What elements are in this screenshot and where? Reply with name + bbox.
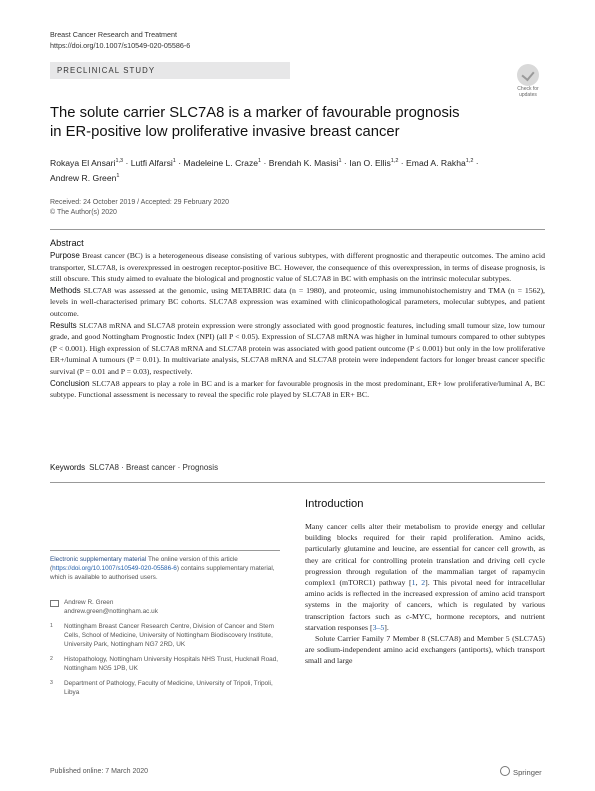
article-title: The solute carrier SLC7A8 is a marker of favourable prognosis in ER-positive low proliferative invasive breast cancer bbox=[50, 105, 460, 140]
supplementary-note: Electronic supplementary material The online version of this article (https://doi.org/10.1007/s10549-020-05586-6) contains supplementary material, which is available to authorised users. bbox=[50, 556, 275, 581]
banner-label: PRECLINICAL STUDY bbox=[57, 66, 156, 75]
divider bbox=[50, 229, 545, 230]
author[interactable]: Brendah K. Masisi$^1$ bbox=[268, 157, 342, 168]
keywords-label: Keywords bbox=[50, 463, 86, 472]
citation-link[interactable]: 3–5 bbox=[372, 622, 385, 632]
affiliation: 1 Nottingham Breast Cancer Research Centre, Division of Cancer and Stem Cells, School of Medicine, University of Nottingham Biodiscovery Institute, University Park, Nottingham NG7 2RD, UK bbox=[50, 623, 274, 648]
author-notes bbox=[50, 598, 280, 703]
copyright: © The Author(s) 2020 bbox=[50, 209, 117, 216]
divider bbox=[50, 482, 545, 483]
publisher-logo: Springer bbox=[500, 766, 542, 777]
keywords-text: SLC7A8 · Breast cancer · Prognosis bbox=[89, 463, 219, 472]
author[interactable]: Rokaya El Ansari$^{1,3}$ bbox=[50, 157, 124, 168]
envelope-icon bbox=[50, 600, 59, 607]
affiliation: 2 Histopathology, Nottingham University Hospitals NHS Trust, Hucknall Road, Nottingham NG5 1PB, UK bbox=[50, 656, 279, 672]
check-updates-icon bbox=[517, 64, 539, 86]
author[interactable]: Madeleine L. Craze$^1$ bbox=[183, 157, 262, 168]
abstract-conclusion: Conclusion SLC7A8 appears to play a role in BC and is a marker for favourable prognosis in the most predominant, ER+ low proliferative/luminal A, BC subtype. Functional assessment is necessary to reveal the specific role played by SLC7A8 in ER+ BC. bbox=[50, 378, 545, 400]
abstract-purpose: Purpose Breast cancer (BC) is a heterogeneous disease consisting of various subtypes, with different prognostic and therapeutic outcomes. The amino acid transporter, SLC7A8, is overexpressed in oestrogen receptor-positive BC. However, the consequence of this overexpression, in terms of disease prognosis, is still obscure. This study aimed to evaluate the biological and prognostic value of SLC7A8 in BC with emphasis on the intrinsic molecular subtypes. bbox=[50, 251, 545, 284]
footnote-divider bbox=[50, 550, 280, 551]
running-header bbox=[50, 30, 190, 51]
abstract-heading: Abstract bbox=[50, 238, 84, 248]
corresponding-author: Andrew R. Green andrew.green@nottingham.ac.uk bbox=[50, 598, 280, 616]
abstract-methods: Methods SLC7A8 was assessed at the genomic, using METABRIC data (n = 1980), and proteomic, using immunohistochemistry and TMA (n = 1562), levels in well-characterised primary BC cohorts. SLC7A8 expression was examined with clinicopathological parameters, molecular subtypes, and patient outcome. bbox=[50, 285, 546, 318]
author[interactable]: Andrew R. Green$^1$ bbox=[50, 173, 120, 184]
citation-link[interactable]: 1 bbox=[411, 578, 416, 588]
springer-horse-icon bbox=[500, 766, 510, 776]
citation-link[interactable]: 2 bbox=[421, 578, 426, 588]
check-for-updates-badge[interactable] bbox=[512, 64, 544, 100]
esm-heading: Electronic supplementary material bbox=[50, 556, 147, 563]
received-accepted: Received: 24 October 2019 / Accepted: 29 February 2020 bbox=[50, 199, 230, 206]
intro-paragraph: Solute Carrier Family 7 Member 8 (SLC7A8) and Member 5 (SLC7A5) are sodium-independent amino acid exchangers (antiports), which transport small and large bbox=[305, 634, 545, 666]
keywords bbox=[50, 463, 218, 472]
intro-paragraph: Many cancer cells alter their metabolism to provide energy and cellular building blocks required for their rapid proliferation. Amino acids, particularly glutamine and leucine, are essential for cancer cell growth, as they are critical for controlling protein translation and driving cell cycle progression through regulation of the mammalian target of rapamycin complex1 (mTORC1) pathway [1, 2]. This pivotal need for intracellular amino acids is reflected in the increased expression of amino acid transport systems in the majority of cancers, which is regulated by various transcription factors such as c-MYC, hormone receptors, and nutrient starvation responses [3–5]. bbox=[305, 522, 545, 632]
author[interactable]: Lutfi Alfarsi$^1$ bbox=[130, 157, 176, 168]
journal-name: Breast Cancer Research and Treatment bbox=[50, 30, 178, 39]
doi-link[interactable]: https://doi.org/10.1007/s10549-020-05586-6 bbox=[50, 40, 191, 50]
author[interactable]: Emad A. Rakha$^{1,2}$ bbox=[406, 157, 474, 168]
article-dates bbox=[50, 198, 229, 218]
author-list: Rokaya El Ansari$^{1,3}$ · Lutfi Alfarsi$^1$ · Madeleine L. Craze$^1$ · Brendah K. Masisi$^1$ · Ian O. Ellis$^{1,2}$ · Emad A. Rakha$^{1,2}$ · Andrew R. Green$^1$ bbox=[50, 157, 479, 184]
abstract-body bbox=[50, 250, 545, 401]
published-date: Published online: 7 March 2020 bbox=[50, 768, 149, 775]
abstract-results: Results SLC7A8 mRNA and SLC7A8 protein expression were strongly associated with good prognostic features, including small tumour size, low tumour grade, and good Nottingham Prognostic Index (NPI) (all P < 0.05). Expression of SLC7A8 mRNA was higher in luminal tumours compared to other subtypes (P < 0.001). High expression of SLC7A8 mRNA and SLC7A8 protein was associated with good patient outcome (P ≤ 0.001) but only in the low proliferative ER+/luminal A tumours (P = 0.01). In multivariate analysis, SLC7A8 mRNA and SLC7A8 protein were independent factors for longer breast cancer specific survival (P = 0.01 and P = 0.03), respectively. bbox=[50, 320, 545, 376]
affiliation: 3 Department of Pathology, Faculty of Medicine, University of Tripoli, Tripoli, Libya bbox=[50, 680, 273, 696]
introduction-heading: Introduction bbox=[305, 498, 364, 510]
badge-label: Check for updates bbox=[517, 86, 539, 98]
introduction-body bbox=[305, 521, 545, 667]
section-banner bbox=[50, 62, 290, 79]
esm-doi-link[interactable]: https://doi.org/10.1007/s10549-020-05586-6 bbox=[52, 565, 177, 572]
email-link[interactable]: andrew.green@nottingham.ac.uk bbox=[64, 608, 158, 615]
author[interactable]: Ian O. Ellis$^{1,2}$ bbox=[349, 157, 399, 168]
